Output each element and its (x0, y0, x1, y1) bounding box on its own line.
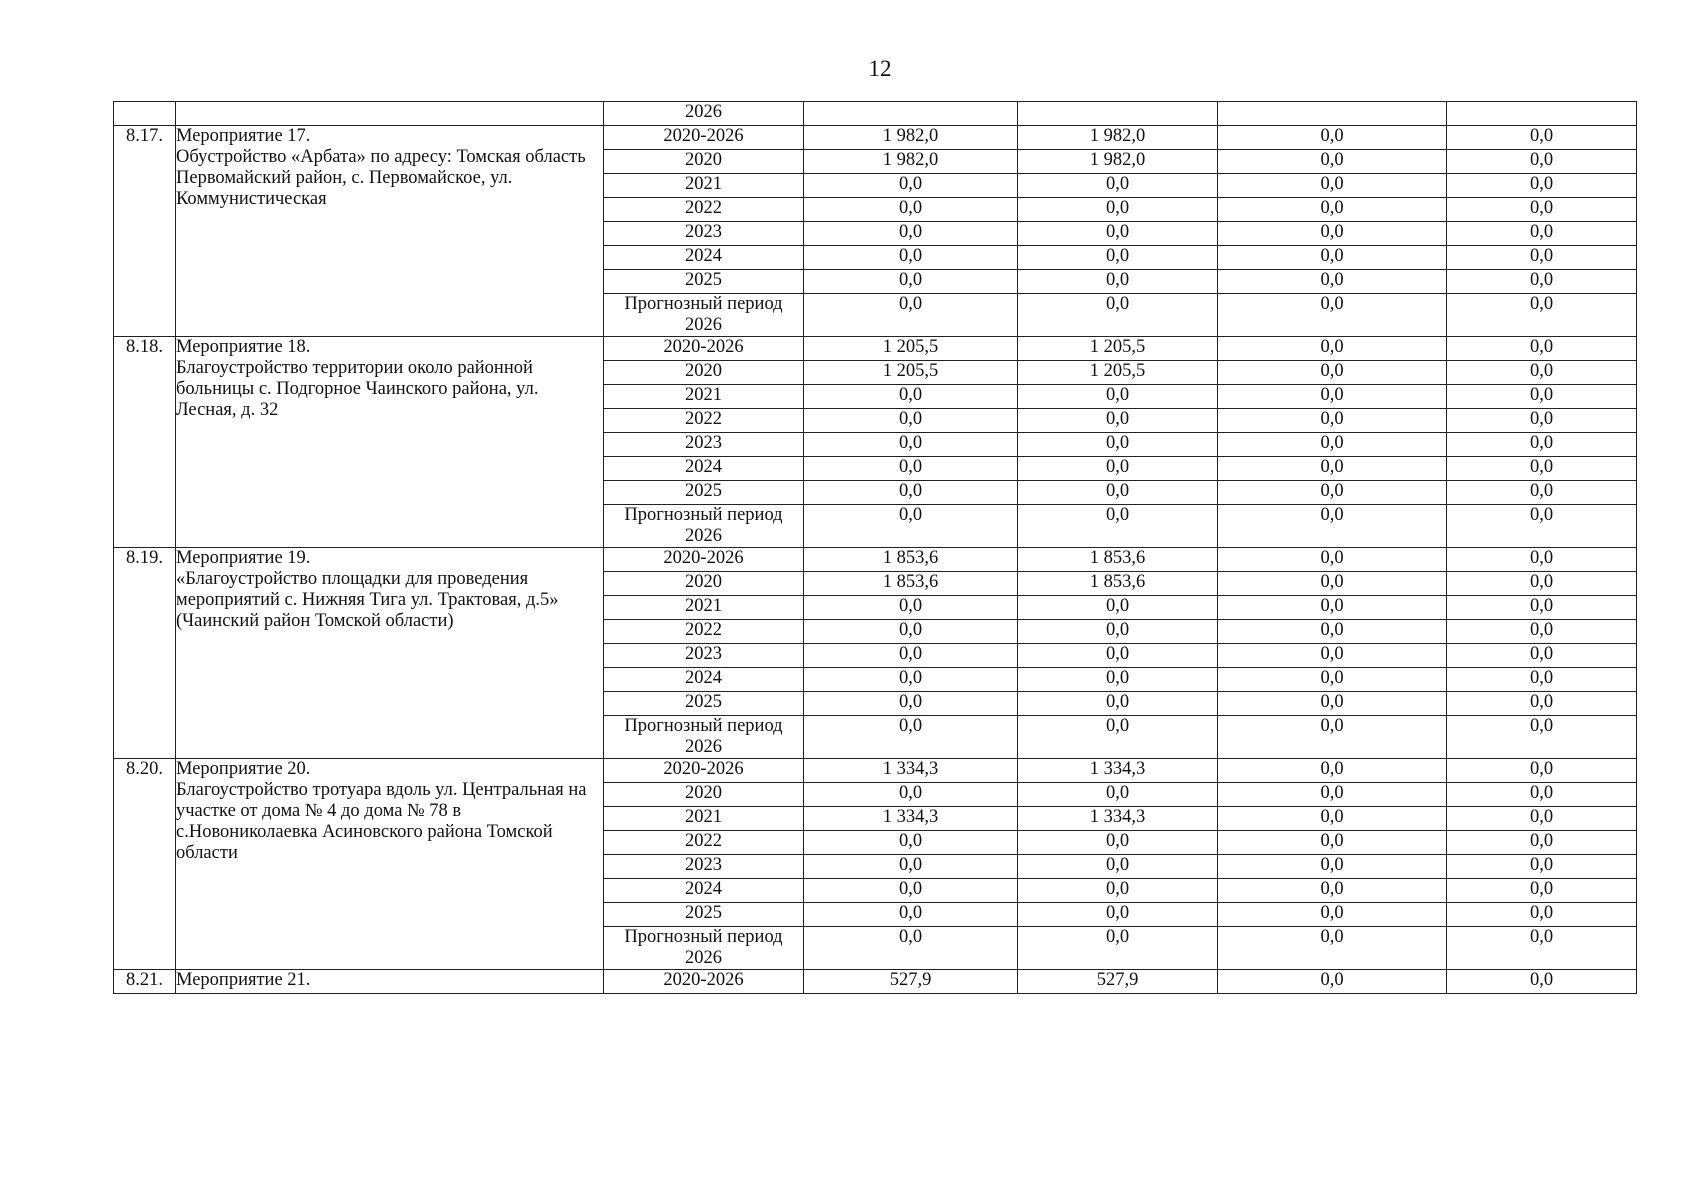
table-row (114, 548, 1637, 572)
value-cell: 0,0 (1018, 505, 1218, 548)
period-cell: 2025 (604, 903, 804, 927)
table-row (114, 759, 1637, 783)
value-cell: 0,0 (1447, 457, 1637, 481)
value-cell: 0,0 (1447, 970, 1637, 994)
value-cell: 0,0 (1218, 505, 1447, 548)
value-cell: 0,0 (804, 596, 1018, 620)
value-cell: 0,0 (1447, 337, 1637, 361)
value-cell: 0,0 (1447, 668, 1637, 692)
value-cell: 0,0 (1018, 385, 1218, 409)
value-cell: 0,0 (1218, 620, 1447, 644)
value-cell: 0,0 (1447, 855, 1637, 879)
item-description: Обустройство «Арбата» по адресу: Томская область Первомайский район, с. Первомайское, ул. Коммунистическая (176, 147, 586, 209)
value-cell: 0,0 (804, 270, 1018, 294)
value-cell: 0,0 (804, 716, 1018, 759)
period-cell: 2022 (604, 409, 804, 433)
value-cell: 0,0 (1447, 246, 1637, 270)
forecast-label: Прогнозный период (624, 716, 783, 736)
period-cell: 2020-2026 (604, 759, 804, 783)
value-cell: 0,0 (1018, 198, 1218, 222)
item-title: Мероприятие 18. (176, 337, 311, 357)
period-cell: 2023 (604, 433, 804, 457)
item-description: Благоустройство тротуара вдоль ул. Центральная на участке от дома № 4 до дома № 78 в с.Новониколаевка Асиновского района Томской области (176, 780, 587, 863)
value-cell: 0,0 (804, 644, 1018, 668)
table-row (114, 970, 1637, 994)
period-year: 2026 (685, 948, 722, 968)
period-cell: 2020-2026 (604, 126, 804, 150)
period-cell: 2023 (604, 644, 804, 668)
value-cell: 0,0 (1018, 174, 1218, 198)
value-cell: 0,0 (804, 409, 1018, 433)
value-cell: 0,0 (1447, 126, 1637, 150)
value-cell: 0,0 (804, 927, 1018, 970)
item-name-cell (176, 970, 604, 994)
value-cell: 0,0 (1018, 927, 1218, 970)
value-cell: 0,0 (1218, 927, 1447, 970)
period-year: 2026 (685, 737, 722, 757)
value-cell: 0,0 (804, 783, 1018, 807)
item-number: 8.19. (114, 548, 176, 759)
value-cell: 0,0 (1218, 879, 1447, 903)
value-cell: 1 853,6 (1018, 572, 1218, 596)
value-cell: 1 205,5 (1018, 337, 1218, 361)
period-cell: 2020 (604, 150, 804, 174)
value-cell: 0,0 (804, 903, 1018, 927)
period-cell: 2023 (604, 855, 804, 879)
period-cell: 2021 (604, 385, 804, 409)
value-cell: 0,0 (1447, 927, 1637, 970)
value-cell: 0,0 (804, 855, 1018, 879)
value-cell: 0,0 (1018, 644, 1218, 668)
value-cell: 1 982,0 (804, 126, 1018, 150)
value-cell: 0,0 (1218, 246, 1447, 270)
period-cell: 2020 (604, 783, 804, 807)
value-cell: 0,0 (1018, 294, 1218, 337)
value-cell: 0,0 (1018, 903, 1218, 927)
value-cell (1018, 102, 1218, 126)
item-name-cell (176, 759, 604, 970)
value-cell: 0,0 (1447, 270, 1637, 294)
value-cell: 0,0 (1218, 759, 1447, 783)
period-cell: 2020-2026 (604, 548, 804, 572)
value-cell: 0,0 (804, 385, 1018, 409)
value-cell: 0,0 (1218, 855, 1447, 879)
value-cell: 0,0 (1218, 692, 1447, 716)
period-cell: 2024 (604, 668, 804, 692)
value-cell: 0,0 (804, 831, 1018, 855)
value-cell: 0,0 (1018, 409, 1218, 433)
value-cell: 0,0 (804, 879, 1018, 903)
period-cell: 2022 (604, 620, 804, 644)
value-cell: 0,0 (804, 481, 1018, 505)
value-cell: 0,0 (1447, 572, 1637, 596)
table-row (114, 126, 1637, 150)
value-cell: 0,0 (1447, 433, 1637, 457)
period-cell: 2021 (604, 174, 804, 198)
item-number: 8.20. (114, 759, 176, 970)
value-cell: 0,0 (1218, 807, 1447, 831)
value-cell (1218, 102, 1447, 126)
period-cell: 2020 (604, 572, 804, 596)
value-cell: 0,0 (1447, 716, 1637, 759)
forecast-label: Прогнозный период (624, 294, 783, 314)
value-cell (1447, 102, 1637, 126)
value-cell: 0,0 (1218, 270, 1447, 294)
value-cell: 0,0 (1447, 409, 1637, 433)
period-year: 2026 (685, 315, 722, 335)
value-cell: 0,0 (804, 222, 1018, 246)
value-cell: 0,0 (804, 246, 1018, 270)
value-cell: 0,0 (1218, 457, 1447, 481)
value-cell: 0,0 (1218, 433, 1447, 457)
value-cell: 1 334,3 (1018, 759, 1218, 783)
period-cell: 2020-2026 (604, 337, 804, 361)
period-cell: 2024 (604, 879, 804, 903)
value-cell: 0,0 (1018, 783, 1218, 807)
value-cell: 0,0 (804, 174, 1018, 198)
value-cell: 0,0 (1218, 222, 1447, 246)
value-cell: 0,0 (804, 505, 1018, 548)
value-cell: 0,0 (1018, 692, 1218, 716)
period-cell: 2020 (604, 361, 804, 385)
value-cell: 0,0 (804, 457, 1018, 481)
period-cell (604, 294, 804, 337)
value-cell: 0,0 (1447, 903, 1637, 927)
item-name-cell (176, 548, 604, 759)
value-cell: 0,0 (1018, 246, 1218, 270)
period-cell (604, 505, 804, 548)
value-cell (804, 102, 1018, 126)
period-cell: 2022 (604, 198, 804, 222)
item-title: Мероприятие 21. (176, 970, 311, 990)
value-cell: 0,0 (1218, 783, 1447, 807)
value-cell: 0,0 (1447, 596, 1637, 620)
value-cell: 0,0 (1218, 126, 1447, 150)
value-cell: 1 205,5 (804, 337, 1018, 361)
item-name-cell (176, 102, 604, 126)
value-cell: 0,0 (1447, 831, 1637, 855)
value-cell: 0,0 (1218, 716, 1447, 759)
item-number: 8.21. (114, 970, 176, 994)
value-cell: 0,0 (1447, 198, 1637, 222)
value-cell: 0,0 (1218, 150, 1447, 174)
value-cell: 0,0 (1218, 361, 1447, 385)
value-cell: 0,0 (1447, 294, 1637, 337)
value-cell: 0,0 (804, 198, 1018, 222)
period-cell: 2020-2026 (604, 970, 804, 994)
period-cell (604, 927, 804, 970)
forecast-label: Прогнозный период (624, 927, 783, 947)
value-cell: 0,0 (1218, 294, 1447, 337)
value-cell: 1 334,3 (1018, 807, 1218, 831)
item-number-cell (114, 102, 176, 126)
value-cell: 0,0 (1018, 855, 1218, 879)
value-cell: 0,0 (1218, 337, 1447, 361)
value-cell: 0,0 (1018, 620, 1218, 644)
value-cell: 1 205,5 (1018, 361, 1218, 385)
period-cell: 2021 (604, 807, 804, 831)
period-cell: 2026 (604, 102, 804, 126)
item-description: «Благоустройство площадки для проведения мероприятий с. Нижняя Тига ул. Трактовая, д.5» (Чаинский район Томской области) (176, 569, 559, 631)
item-number: 8.18. (114, 337, 176, 548)
value-cell: 0,0 (1447, 620, 1637, 644)
value-cell: 0,0 (1218, 970, 1447, 994)
value-cell: 0,0 (1218, 198, 1447, 222)
value-cell: 1 334,3 (804, 759, 1018, 783)
value-cell: 0,0 (1018, 270, 1218, 294)
value-cell: 0,0 (1018, 831, 1218, 855)
value-cell: 527,9 (1018, 970, 1218, 994)
value-cell: 1 982,0 (804, 150, 1018, 174)
period-cell (604, 716, 804, 759)
value-cell: 1 853,6 (1018, 548, 1218, 572)
value-cell: 0,0 (804, 692, 1018, 716)
value-cell: 0,0 (1447, 879, 1637, 903)
value-cell: 1 334,3 (804, 807, 1018, 831)
item-description: Благоустройство территории около районной больницы с. Подгорное Чаинского района, ул. Лесная, д. 32 (176, 358, 539, 420)
period-cell: 2023 (604, 222, 804, 246)
value-cell: 527,9 (804, 970, 1018, 994)
value-cell: 0,0 (1018, 222, 1218, 246)
period-cell: 2024 (604, 246, 804, 270)
value-cell: 0,0 (1447, 692, 1637, 716)
value-cell: 0,0 (804, 620, 1018, 644)
period-cell: 2021 (604, 596, 804, 620)
item-title: Мероприятие 17. (176, 126, 311, 146)
value-cell: 0,0 (1447, 361, 1637, 385)
value-cell: 0,0 (1218, 831, 1447, 855)
period-cell: 2024 (604, 457, 804, 481)
value-cell: 0,0 (1018, 596, 1218, 620)
value-cell: 0,0 (1447, 644, 1637, 668)
value-cell: 0,0 (1447, 759, 1637, 783)
value-cell: 0,0 (1018, 668, 1218, 692)
value-cell: 1 982,0 (1018, 126, 1218, 150)
period-cell: 2025 (604, 270, 804, 294)
value-cell: 0,0 (1218, 174, 1447, 198)
value-cell: 0,0 (1447, 481, 1637, 505)
value-cell: 0,0 (1018, 879, 1218, 903)
value-cell: 0,0 (1218, 668, 1447, 692)
value-cell: 0,0 (1218, 903, 1447, 927)
period-cell: 2025 (604, 481, 804, 505)
value-cell: 0,0 (1447, 505, 1637, 548)
value-cell: 0,0 (1447, 548, 1637, 572)
value-cell: 0,0 (1447, 807, 1637, 831)
value-cell: 0,0 (1018, 481, 1218, 505)
value-cell: 0,0 (1447, 174, 1637, 198)
value-cell: 1 205,5 (804, 361, 1018, 385)
budget-table (113, 101, 1637, 994)
item-name-cell (176, 126, 604, 337)
value-cell: 0,0 (1447, 222, 1637, 246)
period-year: 2026 (685, 526, 722, 546)
value-cell: 0,0 (804, 294, 1018, 337)
value-cell: 0,0 (804, 668, 1018, 692)
value-cell: 0,0 (1218, 572, 1447, 596)
value-cell: 0,0 (1447, 150, 1637, 174)
value-cell: 1 853,6 (804, 572, 1018, 596)
item-title: Мероприятие 19. (176, 548, 311, 568)
value-cell: 0,0 (1018, 457, 1218, 481)
value-cell: 0,0 (1218, 481, 1447, 505)
period-cell: 2025 (604, 692, 804, 716)
value-cell: 0,0 (1447, 385, 1637, 409)
value-cell: 1 982,0 (1018, 150, 1218, 174)
value-cell: 0,0 (1447, 783, 1637, 807)
forecast-label: Прогнозный период (624, 505, 783, 525)
value-cell: 0,0 (1218, 385, 1447, 409)
value-cell: 0,0 (1218, 644, 1447, 668)
table-row (114, 337, 1637, 361)
value-cell: 0,0 (1218, 596, 1447, 620)
item-name-cell (176, 337, 604, 548)
value-cell: 0,0 (1018, 433, 1218, 457)
value-cell: 0,0 (1218, 548, 1447, 572)
value-cell: 1 853,6 (804, 548, 1018, 572)
value-cell: 0,0 (1218, 409, 1447, 433)
value-cell: 0,0 (804, 433, 1018, 457)
value-cell: 0,0 (1018, 716, 1218, 759)
item-number: 8.17. (114, 126, 176, 337)
item-title: Мероприятие 20. (176, 759, 311, 779)
table-row (114, 102, 1637, 126)
period-cell: 2022 (604, 831, 804, 855)
page-number: 12 (868, 56, 892, 81)
